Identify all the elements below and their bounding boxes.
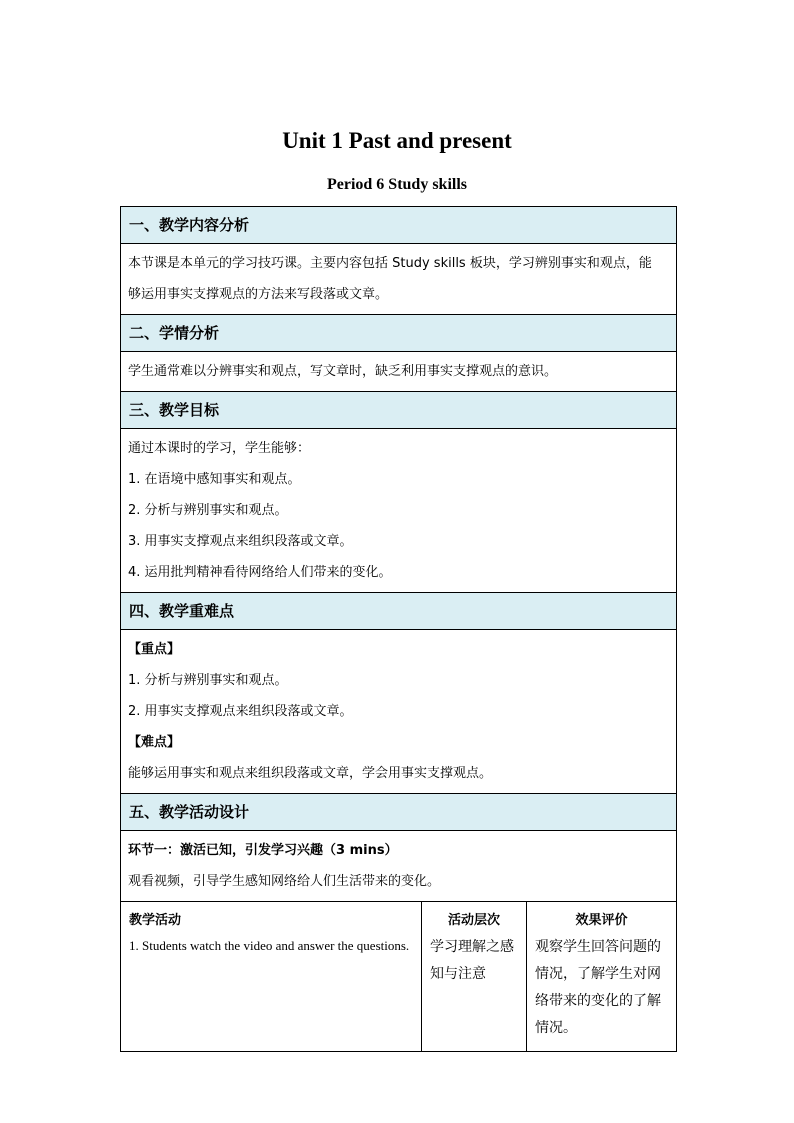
section-heading-student-analysis: 二、学情分析 [121, 315, 676, 352]
objective-item: 2. 分析与辨别事实和观点。 [128, 503, 288, 518]
level-column-header: 活动层次 [447, 913, 500, 928]
evaluation-column [527, 902, 676, 1051]
document-subtitle: Period 6 Study skills [326, 176, 468, 193]
document-title: Unit 1 Past and present [282, 128, 512, 153]
section-heading-key-points: 四、教学重难点 [121, 593, 676, 630]
section-heading-content-analysis: 一、教学内容分析 [121, 207, 676, 244]
activity-column-header: 教学活动 [129, 913, 182, 928]
key-point-item: 1. 分析与辨别事实和观点。 [128, 673, 288, 688]
level-column [422, 902, 527, 1051]
content-analysis-body [121, 244, 676, 315]
step-1-title: 环节一：激活已知，引发学习兴趣（3 mins） [128, 843, 398, 858]
difficult-points-label: 【难点】 [128, 735, 181, 750]
evaluation-column-header: 效果评价 [575, 913, 628, 928]
lesson-plan-table [120, 206, 677, 1052]
student-analysis-body [121, 352, 676, 392]
content-analysis-line-2: 够运用事实支撑观点的方法来写段落或文章。 [128, 287, 389, 302]
evaluation-text: 观察学生回答问题的情况，了解学生对网络带来的变化的了解情况。 [535, 939, 661, 1036]
content-analysis-line-1: 本节课是本单元的学习技巧课。主要内容包括 Study skills 板块，学习辨别事实和观点，能 [128, 256, 652, 271]
objective-item: 4. 运用批判精神看待网络给人们带来的变化。 [128, 565, 392, 580]
key-point-item: 2. 用事实支撑观点来组织段落或文章。 [128, 704, 353, 719]
step-1-header [121, 831, 676, 902]
key-points-body [121, 630, 676, 794]
activity-table-row [121, 902, 676, 1051]
objectives-body [121, 429, 676, 593]
objectives-intro: 通过本课时的学习，学生能够： [128, 441, 311, 456]
level-text: 学习理解之感知与注意 [430, 939, 514, 982]
activity-text: 1. Students watch the video and answer the questions. [129, 938, 410, 953]
key-points-label: 【重点】 [128, 642, 181, 657]
section-heading-activities: 五、教学活动设计 [121, 794, 676, 831]
difficult-points-text: 能够运用事实和观点来组织段落或文章，学会用事实支撑观点。 [128, 766, 493, 781]
step-1-description: 观看视频，引导学生感知网络给人们生活带来的变化。 [128, 874, 441, 889]
student-analysis-text: 学生通常难以分辨事实和观点，写文章时，缺乏利用事实支撑观点的意识。 [128, 364, 558, 379]
objective-item: 1. 在语境中感知事实和观点。 [128, 472, 301, 487]
activity-column [121, 902, 422, 1051]
section-heading-objectives: 三、教学目标 [121, 392, 676, 429]
objective-item: 3. 用事实支撑观点来组织段落或文章。 [128, 534, 353, 549]
